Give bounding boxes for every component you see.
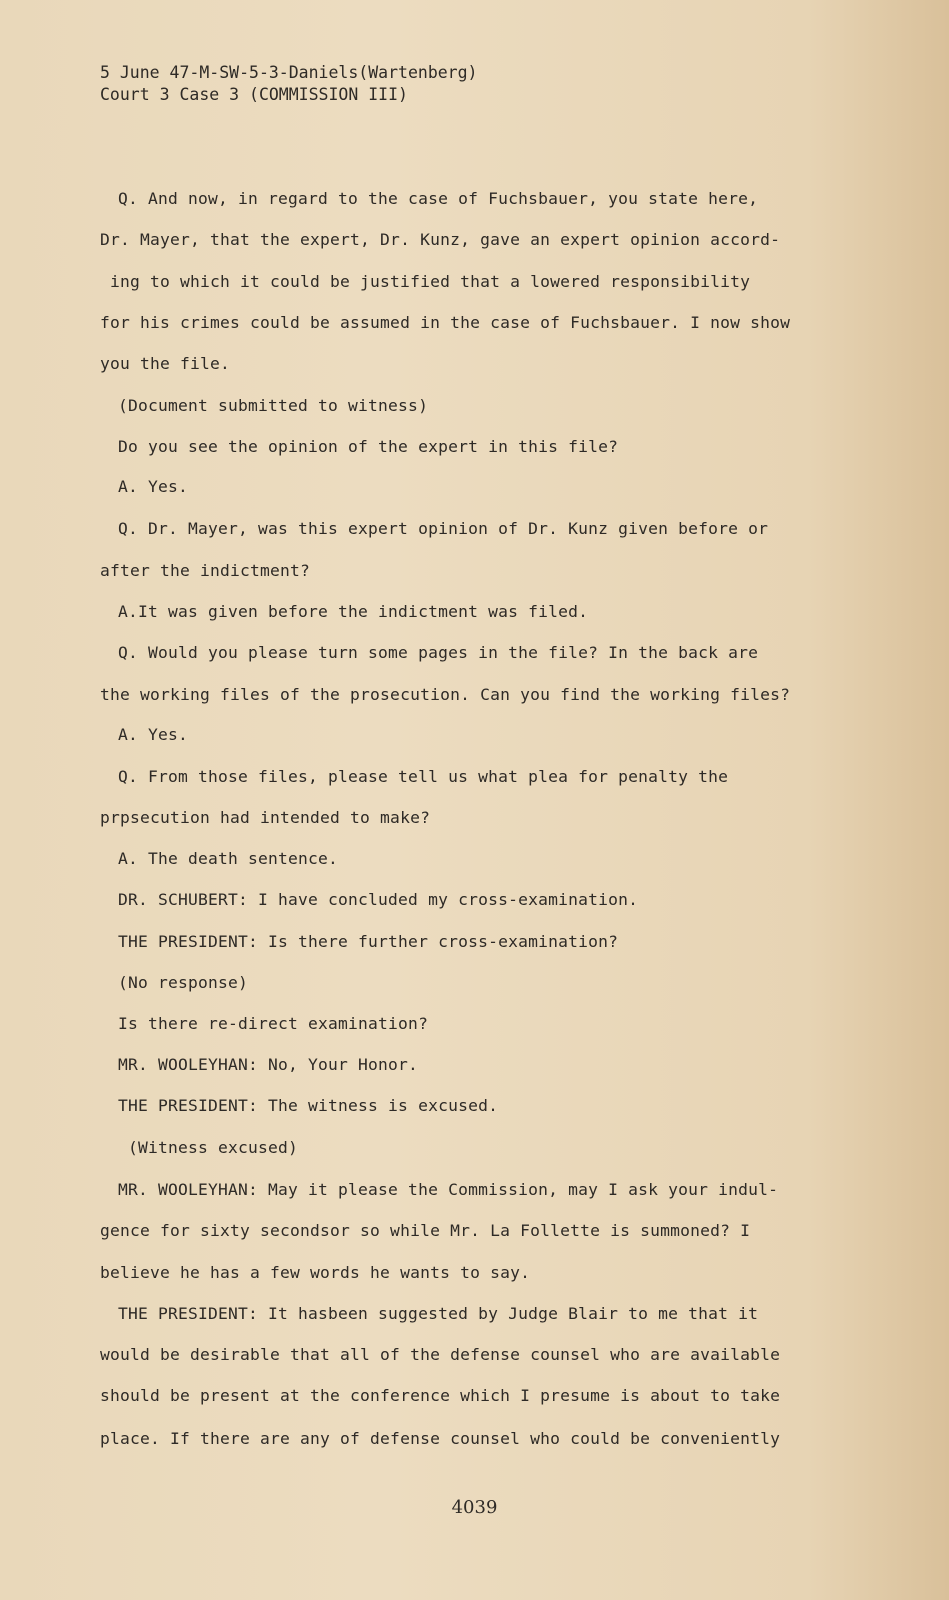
text-line: gence for sixty secondsor so while Mr. La Follette is summoned? I <box>100 1221 751 1240</box>
text-line: believe he has a few words he wants to say. <box>100 1263 531 1282</box>
header-line-2: Court 3 Case 3 (COMMISSION III) <box>100 85 408 104</box>
text-line: Q. And now, in regard to the case of Fuchsbauer, you state here, <box>118 189 759 208</box>
text-line: DR. SCHUBERT: I have concluded my cross-examination. <box>118 890 639 909</box>
page-number: 4039 <box>451 1497 498 1518</box>
text-line: Is there re-direct examination? <box>118 1014 429 1033</box>
text-line: ing to which it could be justified that a lowered responsibility <box>110 272 751 291</box>
text-line: for his crimes could be assumed in the case of Fuchsbauer. I now show <box>100 313 791 332</box>
text-line: the working files of the prosecution. Can you find the working files? <box>100 685 791 704</box>
text-line: (Witness excused) <box>128 1138 299 1157</box>
text-line: Dr. Mayer, that the expert, Dr. Kunz, gave an expert opinion accord- <box>100 230 781 249</box>
text-line: Q. Dr. Mayer, was this expert opinion of Dr. Kunz given before or <box>118 519 769 538</box>
header-line-1: 5 June 47-M-SW-5-3-Daniels(Wartenberg) <box>100 63 478 82</box>
document-header <box>100 62 478 106</box>
text-line: would be desirable that all of the defense counsel who are available <box>100 1345 781 1364</box>
text-line: A.It was given before the indictment was filed. <box>118 602 589 621</box>
text-line: A. The death sentence. <box>118 849 339 868</box>
text-line: Q. Would you please turn some pages in the file? In the back are <box>118 643 759 662</box>
text-line: A. Yes. <box>118 477 189 496</box>
text-line: Q. From those files, please tell us what plea for penalty the <box>118 767 729 786</box>
text-line: MR. WOOLEYHAN: No, Your Honor. <box>118 1055 419 1074</box>
text-line: (No response) <box>118 973 249 992</box>
text-line: place. If there are any of defense counsel who could be conveniently <box>100 1429 781 1448</box>
text-line: THE PRESIDENT: It hasbeen suggested by Judge Blair to me that it <box>118 1304 759 1323</box>
text-line: MR. WOOLEYHAN: May it please the Commission, may I ask your indul- <box>118 1180 779 1199</box>
text-line: prpsecution had intended to make? <box>100 808 431 827</box>
text-line: Do you see the opinion of the expert in this file? <box>118 437 619 456</box>
text-line: you the file. <box>100 354 231 373</box>
text-line: after the indictment? <box>100 561 311 580</box>
text-line: THE PRESIDENT: Is there further cross-examination? <box>118 932 619 951</box>
text-line: (Document submitted to witness) <box>118 396 429 415</box>
text-line: should be present at the conference which I presume is about to take <box>100 1386 781 1405</box>
text-line: A. Yes. <box>118 725 189 744</box>
text-line: THE PRESIDENT: The witness is excused. <box>118 1096 499 1115</box>
